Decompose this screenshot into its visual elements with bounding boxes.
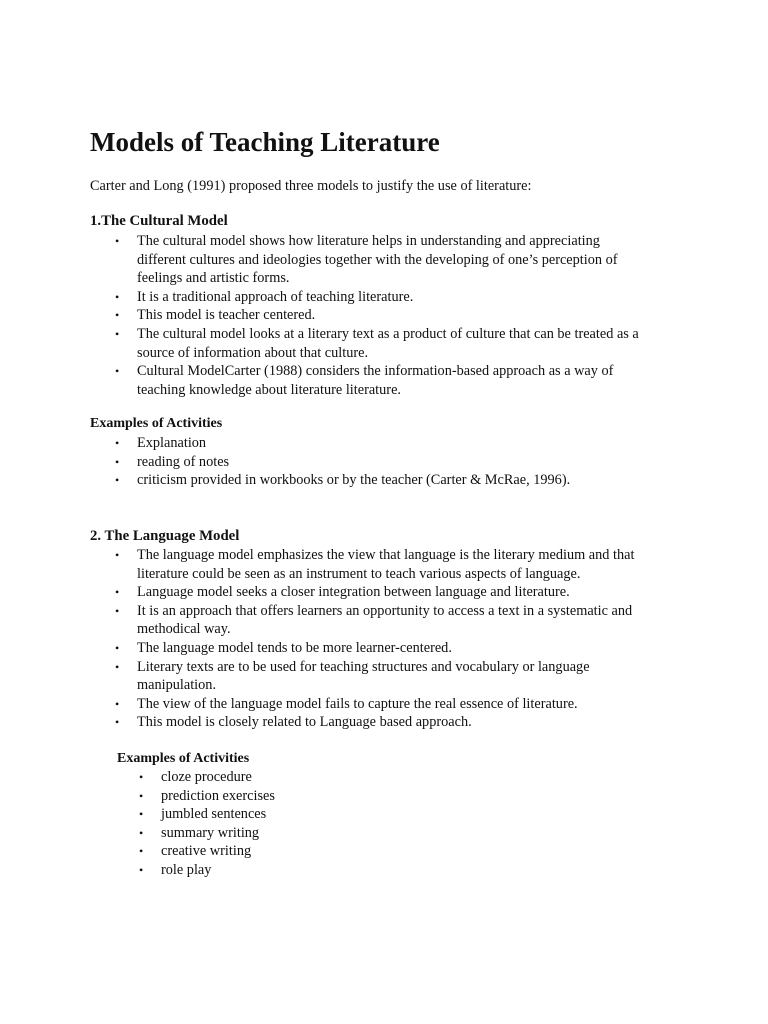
- bullet-icon: •: [115, 364, 120, 379]
- bullet-icon: •: [139, 825, 144, 840]
- bullet-icon: •: [139, 788, 144, 803]
- list-item-text: The view of the language model fails to capture the real essence of literature.: [137, 695, 578, 712]
- list-item-text: reading of notes: [137, 453, 230, 470]
- language-examples-heading: Examples of Activities: [117, 751, 250, 766]
- bullet-icon: •: [139, 770, 144, 784]
- list-item: [115, 639, 677, 658]
- bullet-icon: •: [115, 234, 120, 248]
- bullet-icon: •: [139, 807, 144, 822]
- list-item: [139, 842, 461, 861]
- list-item-text: Language model seeks a closer integration between language and literature.: [137, 584, 570, 601]
- bullet-icon: •: [139, 844, 144, 859]
- cultural-model-points: [115, 232, 677, 399]
- bullet-icon: •: [115, 659, 120, 674]
- list-item: [139, 768, 461, 787]
- list-item: [139, 861, 461, 880]
- intro-paragraph: Carter and Long (1991) proposed three models to justify the use of literature:: [90, 178, 532, 194]
- bullet-icon: •: [115, 289, 120, 304]
- language-examples-list: [139, 768, 461, 880]
- list-item-text: literature could be seen as an instrument to teach various aspects of language.: [137, 565, 581, 582]
- bullet-icon: •: [115, 436, 120, 450]
- list-item-text: This model is closely related to Language based approach.: [137, 714, 472, 731]
- bullet-icon: •: [115, 454, 120, 469]
- bullet-icon: •: [115, 640, 120, 655]
- list-item-text: creative writing: [161, 843, 252, 860]
- list-item-text: methodical way.: [137, 621, 231, 638]
- list-item-text: feelings and artistic forms.: [137, 270, 290, 287]
- list-item-text: The language model emphasizes the view that language is the literary medium and that: [137, 547, 635, 563]
- list-item: [115, 658, 677, 695]
- list-item: [139, 824, 461, 843]
- list-item-text: summary writing: [161, 824, 260, 841]
- list-item-text: This model is teacher centered.: [137, 307, 316, 324]
- cultural-examples-list: [115, 434, 677, 490]
- list-item-text: Cultural ModelCarter (1988) considers the information-based approach as a way of: [137, 363, 614, 380]
- list-item-text: role play: [161, 861, 212, 878]
- bullet-icon: •: [115, 326, 120, 341]
- list-item: [115, 453, 677, 472]
- list-item-text: source of information about that culture.: [137, 344, 369, 361]
- language-model-heading: 2. The Language Model: [90, 528, 240, 544]
- list-item-text: The cultural model shows how literature helps in understanding and appreciating: [137, 233, 600, 249]
- list-item-text: Explanation: [137, 435, 207, 451]
- bullet-icon: •: [115, 473, 120, 488]
- list-item: [115, 325, 677, 362]
- list-item: [139, 787, 461, 806]
- list-item-text: jumbled sentences: [161, 806, 267, 823]
- list-item: [139, 805, 461, 824]
- list-item: [115, 546, 677, 583]
- list-item: [115, 288, 677, 307]
- bullet-icon: •: [115, 696, 120, 711]
- bullet-icon: •: [115, 715, 120, 730]
- bullet-icon: •: [115, 308, 120, 323]
- list-item: [115, 471, 677, 490]
- bullet-icon: •: [115, 603, 120, 618]
- list-item: [115, 306, 677, 325]
- cultural-model-heading: 1.The Cultural Model: [90, 213, 228, 229]
- list-item: [115, 434, 677, 453]
- list-item-text: cloze procedure: [161, 769, 252, 785]
- cultural-examples-heading: Examples of Activities: [90, 416, 223, 431]
- list-item: [115, 362, 677, 399]
- list-item-text: teaching knowledge about literature literature.: [137, 381, 401, 398]
- list-item: [115, 713, 677, 732]
- list-item-text: The language model tends to be more learner-centered.: [137, 639, 452, 656]
- list-item-text: different cultures and ideologies together with the developing of one’s perception of: [137, 251, 618, 268]
- language-model-points: [115, 546, 677, 732]
- list-item-text: The cultural model looks at a literary text as a product of culture that can be treated as a: [137, 325, 639, 342]
- list-item-text: It is a traditional approach of teaching literature.: [137, 288, 414, 305]
- list-item: [115, 232, 677, 288]
- bullet-icon: •: [115, 585, 120, 600]
- list-item: [115, 602, 677, 639]
- list-item-text: Literary texts are to be used for teaching structures and vocabulary or language: [137, 658, 590, 675]
- list-item-text: criticism provided in workbooks or by the teacher (Carter & McRae, 1996).: [137, 472, 571, 489]
- list-item: [115, 695, 677, 714]
- bullet-icon: •: [115, 548, 120, 562]
- list-item-text: prediction exercises: [161, 787, 275, 804]
- list-item: [115, 583, 677, 602]
- list-item-text: It is an approach that offers learners an opportunity to access a text in a systematic and: [137, 602, 633, 619]
- page-title: Models of Teaching Literature: [90, 127, 440, 157]
- list-item-text: manipulation.: [137, 677, 217, 694]
- bullet-icon: •: [139, 862, 144, 877]
